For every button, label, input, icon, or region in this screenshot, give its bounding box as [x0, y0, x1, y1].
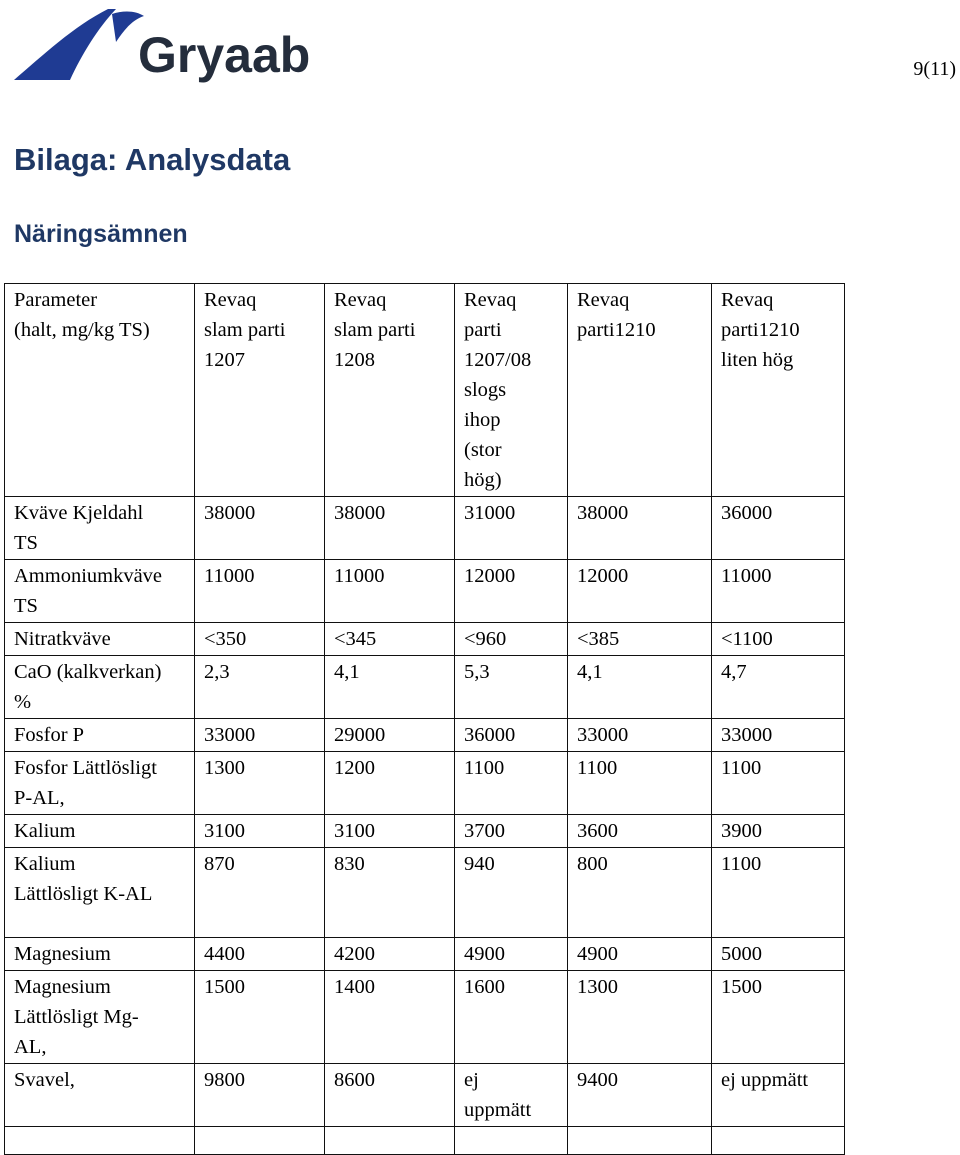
- section-heading: Näringsämnen: [14, 220, 188, 248]
- value-cell: 830: [325, 848, 455, 938]
- parameter-cell: Ammoniumkväve TS: [5, 560, 195, 623]
- column-header: Revaq slam parti 1208: [325, 284, 455, 497]
- value-cell: 800: [568, 848, 712, 938]
- page-number: 9(11): [913, 58, 956, 80]
- value-cell: 1100: [568, 752, 712, 815]
- parameter-cell: Kalium: [5, 815, 195, 848]
- parameter-cell: Fosfor P: [5, 719, 195, 752]
- value-cell: 4200: [325, 938, 455, 971]
- table-row: [5, 848, 845, 938]
- value-cell: ej uppmätt: [455, 1064, 568, 1127]
- empty-cell: [568, 1127, 712, 1155]
- value-cell: 1100: [712, 752, 845, 815]
- table-row: [5, 497, 845, 560]
- table-row: [5, 623, 845, 656]
- value-cell: 870: [195, 848, 325, 938]
- value-cell: 940: [455, 848, 568, 938]
- empty-cell: [5, 1127, 195, 1155]
- table-header-row: [5, 284, 845, 497]
- value-cell: 33000: [568, 719, 712, 752]
- value-cell: 4900: [455, 938, 568, 971]
- value-cell: 3600: [568, 815, 712, 848]
- parameter-cell: Kalium Lättlösligt K-AL: [5, 848, 195, 938]
- value-cell: 11000: [712, 560, 845, 623]
- value-cell: ej uppmätt: [712, 1064, 845, 1127]
- value-cell: 36000: [455, 719, 568, 752]
- value-cell: 11000: [195, 560, 325, 623]
- value-cell: 29000: [325, 719, 455, 752]
- value-cell: 31000: [455, 497, 568, 560]
- value-cell: 3100: [325, 815, 455, 848]
- parameter-cell: Magnesium: [5, 938, 195, 971]
- column-header: Revaq parti 1207/08 slogs ihop (stor hög): [455, 284, 568, 497]
- value-cell: 11000: [325, 560, 455, 623]
- page-title: Bilaga: Analysdata: [14, 142, 291, 177]
- logo-wordmark: Gryaab: [138, 27, 311, 83]
- value-cell: 1600: [455, 971, 568, 1064]
- value-cell: 5000: [712, 938, 845, 971]
- gryaab-logo-mark: [12, 8, 317, 88]
- table-row: [5, 938, 845, 971]
- empty-cell: [325, 1127, 455, 1155]
- value-cell: 1100: [455, 752, 568, 815]
- value-cell: 1100: [712, 848, 845, 938]
- table-row: [5, 656, 845, 719]
- parameter-cell: Nitratkväve: [5, 623, 195, 656]
- value-cell: 38000: [195, 497, 325, 560]
- value-cell: 38000: [568, 497, 712, 560]
- value-cell: 4,7: [712, 656, 845, 719]
- parameter-cell: Svavel,: [5, 1064, 195, 1127]
- table-row: [5, 560, 845, 623]
- value-cell: 12000: [568, 560, 712, 623]
- table-row: [5, 752, 845, 815]
- parameter-cell: Magnesium Lättlösligt Mg- AL,: [5, 971, 195, 1064]
- column-header: Revaq parti1210: [568, 284, 712, 497]
- value-cell: 3100: [195, 815, 325, 848]
- parameter-cell: CaO (kalkverkan) %: [5, 656, 195, 719]
- value-cell: 4900: [568, 938, 712, 971]
- analysis-table: [4, 283, 845, 1155]
- value-cell: <1100: [712, 623, 845, 656]
- value-cell: 1300: [568, 971, 712, 1064]
- column-header: Revaq slam parti 1207: [195, 284, 325, 497]
- table-row: [5, 815, 845, 848]
- value-cell: 1200: [325, 752, 455, 815]
- value-cell: 33000: [195, 719, 325, 752]
- table-row: [5, 1064, 845, 1127]
- value-cell: 9400: [568, 1064, 712, 1127]
- gryaab-logo: [12, 8, 317, 88]
- value-cell: <345: [325, 623, 455, 656]
- value-cell: 2,3: [195, 656, 325, 719]
- table-row: [5, 971, 845, 1064]
- column-header: Revaq parti1210 liten hög: [712, 284, 845, 497]
- value-cell: 9800: [195, 1064, 325, 1127]
- value-cell: 8600: [325, 1064, 455, 1127]
- value-cell: 1300: [195, 752, 325, 815]
- parameter-cell: Fosfor Lättlösligt P-AL,: [5, 752, 195, 815]
- value-cell: <960: [455, 623, 568, 656]
- empty-cell: [455, 1127, 568, 1155]
- value-cell: 4,1: [325, 656, 455, 719]
- table-row: [5, 719, 845, 752]
- value-cell: 4,1: [568, 656, 712, 719]
- value-cell: 33000: [712, 719, 845, 752]
- value-cell: 38000: [325, 497, 455, 560]
- value-cell: 3900: [712, 815, 845, 848]
- value-cell: <350: [195, 623, 325, 656]
- value-cell: 12000: [455, 560, 568, 623]
- empty-cell: [712, 1127, 845, 1155]
- empty-cell: [195, 1127, 325, 1155]
- value-cell: <385: [568, 623, 712, 656]
- value-cell: 3700: [455, 815, 568, 848]
- empty-row: [5, 1127, 845, 1155]
- value-cell: 1400: [325, 971, 455, 1064]
- value-cell: 1500: [712, 971, 845, 1064]
- value-cell: 36000: [712, 497, 845, 560]
- value-cell: 5,3: [455, 656, 568, 719]
- value-cell: 1500: [195, 971, 325, 1064]
- value-cell: 4400: [195, 938, 325, 971]
- column-header-parameter: Parameter (halt, mg/kg TS): [5, 284, 195, 497]
- parameter-cell: Kväve Kjeldahl TS: [5, 497, 195, 560]
